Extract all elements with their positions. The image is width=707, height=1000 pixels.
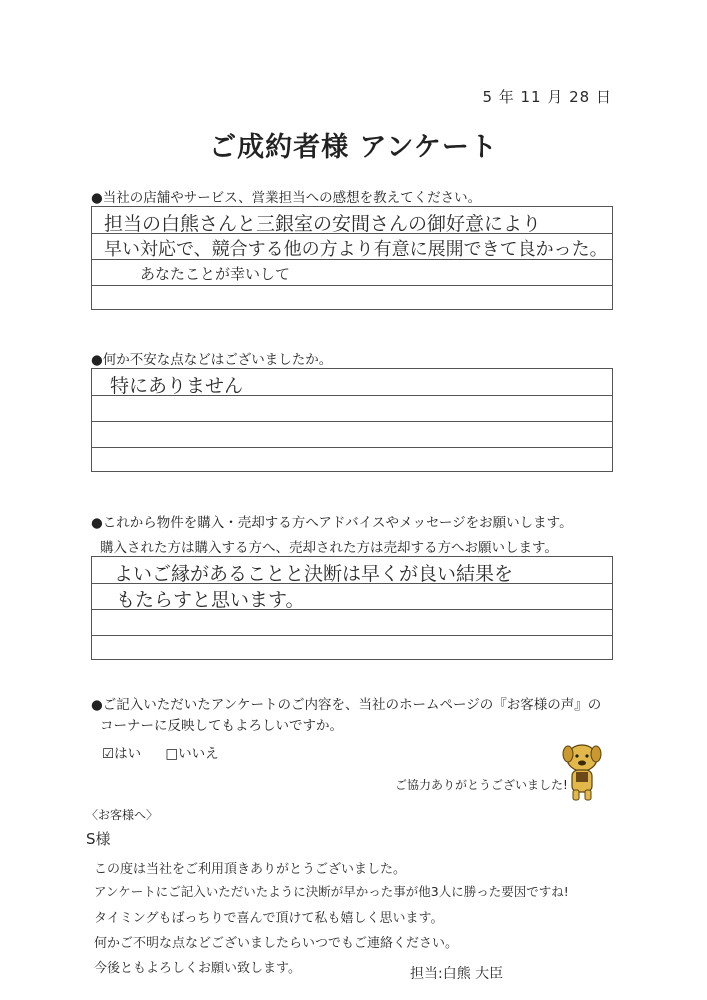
question-3-sub: 購入された方は購入する方へ、売却された方は売却する方へお願いします。 (100, 540, 558, 556)
thanks-message: ご協力ありがとうございました! (395, 778, 568, 792)
survey-date: 5 年 11 月 28 日 (482, 88, 612, 106)
question-3: ●これから物件を購入・売却する方へアドバイスやメッセージをお願いします。 (91, 515, 573, 531)
message-line-1: この度は当社をご利用頂きありがとうございました。 (94, 862, 407, 877)
answer-1-line-3: あなたことが幸いして (140, 265, 291, 283)
answer-1-line-1: 担当の白熊さんと三銀室の安間さんの御好意により (104, 213, 542, 235)
no-checkbox[interactable]: □いいえ (165, 746, 219, 762)
question-4-line-1: ●ご記入いただいたアンケートのご内容を、当社のホームページの『お客様の声』の (91, 697, 602, 713)
question-2: ●何か不安な点などはございましたか。 (91, 352, 333, 368)
message-line-5: 今後ともよろしくお願い致します。 (94, 961, 301, 976)
answer-1-line-2: 早い対応で、競合する他の方より有意に展開できて良かった。 (104, 239, 608, 260)
message-line-4: 何かご不明な点などございましたらいつでもご連絡ください。 (94, 936, 459, 951)
message-line-3: タイミングもばっちりで喜んで頂けて私も嬉しく思います。 (94, 911, 444, 926)
customer-message-label: 〈お客様へ〉 (86, 808, 159, 822)
question-1: ●当社の店舗やサービス、営業担当への感想を教えてください。 (91, 190, 482, 206)
answer-3-line-1: よいご縁があることと決断は早くが良い結果を (114, 563, 514, 585)
answer-3-line-2: もたらすと思います。 (116, 589, 305, 611)
page-title: ご成約者様 アンケート (209, 132, 498, 163)
message-line-2: アンケートにご記入いただいたように決断が早かった事が他3人に勝った要因ですね! (94, 884, 569, 899)
yes-checkbox[interactable]: ☑はい (102, 746, 142, 762)
answer-2-line-1: 特にありません (110, 375, 244, 397)
signature: 担当:白熊 大臣 (410, 966, 504, 982)
salutation: S様 (86, 830, 111, 848)
question-4-line-2: コーナーに反映してもよろしいですか。 (100, 718, 343, 734)
